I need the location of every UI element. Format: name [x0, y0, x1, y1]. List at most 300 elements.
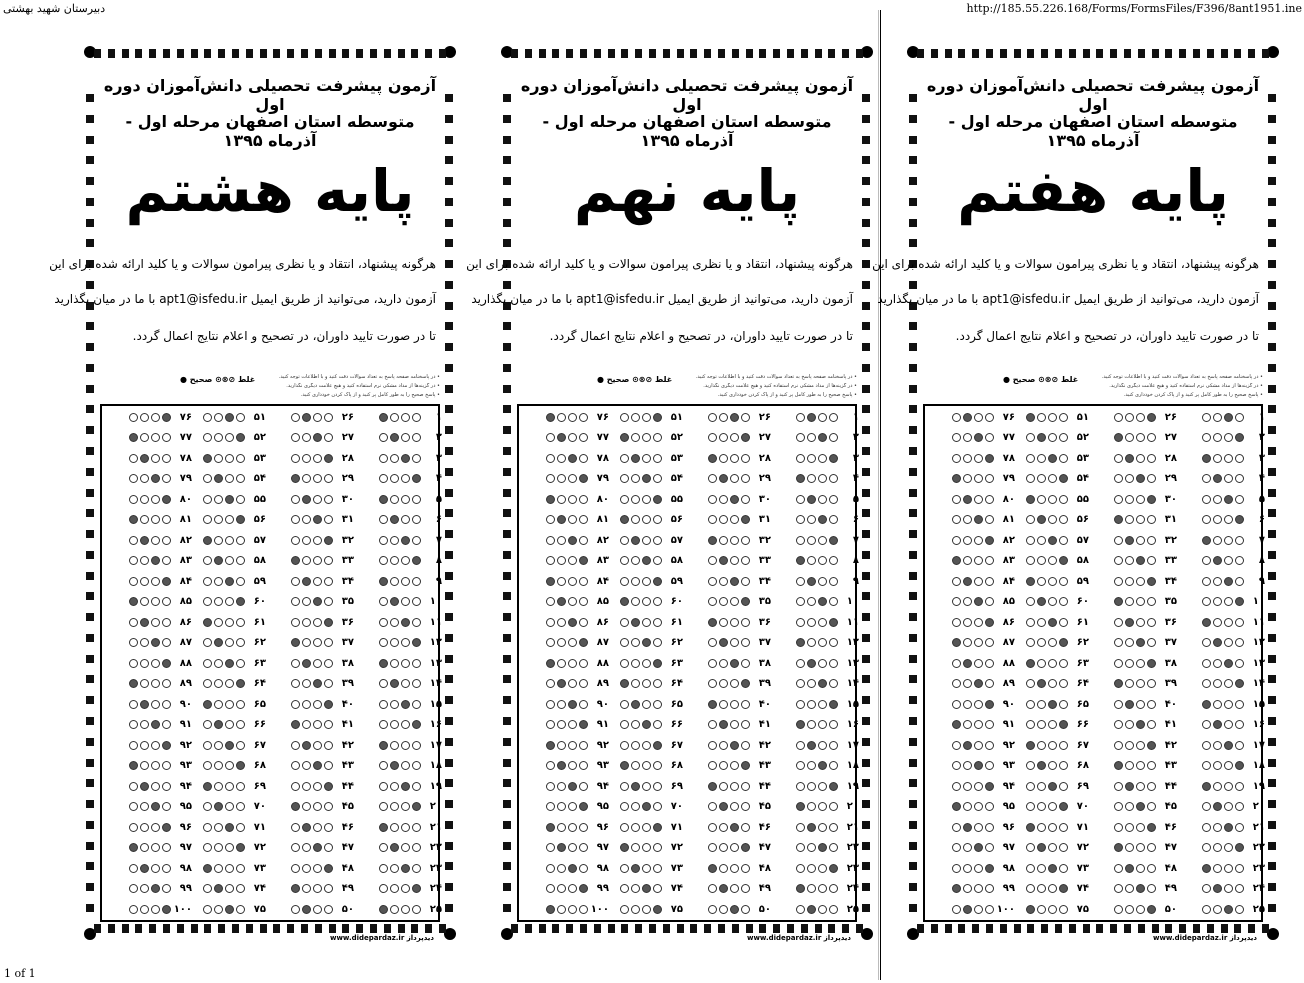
question-number: ۴۰: [1164, 698, 1177, 710]
timing-mark: [773, 49, 780, 58]
answer-bubble: [730, 474, 739, 483]
timing-mark: [621, 924, 628, 933]
timing-mark: [862, 551, 870, 559]
answer-bubble: [140, 884, 149, 893]
timing-mark: [663, 49, 670, 58]
answer-bubble: [302, 536, 311, 545]
answer-bubble: [807, 843, 816, 852]
question-number: ۵۵: [253, 493, 266, 505]
answer-bubble: [708, 905, 717, 914]
answer-bubble: [557, 720, 566, 729]
answer-bubble: [730, 905, 739, 914]
answer-row: [685, 697, 771, 711]
answer-bubble: [313, 597, 322, 606]
question-number: ۶۴: [670, 678, 683, 689]
timing-mark: [677, 49, 684, 58]
answer-bubble: [631, 556, 640, 565]
timing-mark: [862, 883, 870, 891]
answer-bubble: [730, 843, 739, 852]
timing-mark: [439, 49, 446, 58]
answer-bubble: [390, 536, 399, 545]
answer-bubble: [579, 474, 588, 483]
answer-bubble: [579, 843, 588, 852]
answer-row: [268, 841, 354, 855]
answer-bubble: [1136, 556, 1145, 565]
answer-bubble: [214, 720, 223, 729]
answer-row: [1091, 451, 1177, 465]
timing-mark: [1069, 924, 1076, 933]
answer-bubble: [291, 761, 300, 770]
answer-bubble: [1125, 515, 1134, 524]
question-number: ۳۳: [341, 555, 354, 566]
answer-bubble: [568, 802, 577, 811]
answer-bubble: [412, 556, 421, 565]
answer-bubble: [708, 454, 717, 463]
answer-bubble: [985, 413, 994, 422]
answer-bubble: [557, 413, 566, 422]
timing-mark: [862, 613, 870, 621]
timing-mark: [503, 239, 511, 247]
answer-bubble: [236, 782, 245, 791]
question-number: ۸۵: [179, 596, 192, 607]
answer-row: [356, 636, 442, 650]
timing-mark: [445, 136, 453, 144]
question-number: ۸۷: [596, 637, 609, 648]
question-number: ۷۱: [253, 821, 266, 833]
answer-bubble: [963, 659, 972, 668]
timing-mark: [958, 49, 965, 58]
answer-bubble: [129, 761, 138, 770]
answer-bubble: [140, 864, 149, 873]
answer-bubble: [557, 638, 566, 647]
answer-bubble: [985, 720, 994, 729]
timing-mark: [773, 924, 780, 933]
answer-row: [180, 451, 266, 465]
answer-row: [1179, 820, 1265, 834]
question-number: ۹۶: [1002, 821, 1015, 833]
answer-bubble: [829, 700, 838, 709]
timing-mark: [909, 696, 917, 704]
timing-mark: [503, 717, 511, 725]
answer-bubble: [214, 741, 223, 750]
answer-bubble: [653, 474, 662, 483]
question-number: ۷۲: [670, 842, 683, 853]
answer-bubble: [1224, 884, 1233, 893]
answer-bubble: [653, 884, 662, 893]
answer-bubble: [952, 905, 961, 914]
answer-bubble: [203, 884, 212, 893]
answer-bubble: [557, 700, 566, 709]
answer-bubble: [730, 577, 739, 586]
answer-bubble: [963, 433, 972, 442]
answer-row: [929, 595, 1015, 609]
timing-mark: [801, 924, 808, 933]
answer-bubble: [412, 597, 421, 606]
answer-row: [1091, 533, 1177, 547]
timing-mark: [1083, 924, 1090, 933]
answer-bubble: [568, 864, 577, 873]
answer-bubble: [236, 761, 245, 770]
answer-bubble: [225, 577, 234, 586]
answer-bubble: [741, 720, 750, 729]
answer-bubble: [412, 884, 421, 893]
timing-mark: [746, 49, 753, 58]
question-number: ۹۲: [596, 739, 609, 751]
answer-bubble: [796, 823, 805, 832]
timing-mark: [1055, 924, 1062, 933]
answer-bubble: [401, 577, 410, 586]
timing-mark: [425, 924, 432, 933]
answer-row: [106, 533, 192, 547]
answer-row: [1179, 882, 1265, 896]
timing-mark: [842, 924, 849, 933]
answer-bubble: [1224, 679, 1233, 688]
answer-bubble: [1125, 905, 1134, 914]
answer-bubble: [129, 700, 138, 709]
answer-row: [268, 615, 354, 629]
answer-bubble: [214, 433, 223, 442]
question-number: ۴۴: [758, 780, 771, 792]
answer-bubble: [730, 700, 739, 709]
info-line2: آزمون دارید، می‌توانید از طریق ایمیل apt1@isfedu.ir با ما در میان بگذارید: [54, 292, 436, 306]
question-number: ۹۶: [596, 821, 609, 833]
answer-row: [1091, 513, 1177, 527]
answer-bubble: [568, 843, 577, 852]
answer-bubble: [1037, 556, 1046, 565]
answer-bubble: [412, 413, 421, 422]
timing-mark: [862, 634, 870, 642]
answer-bubble: [719, 761, 728, 770]
answer-bubble: [412, 515, 421, 524]
question-number: ۸۲: [1002, 534, 1015, 546]
timing-mark: [445, 717, 453, 725]
answer-row: [356, 779, 442, 793]
question-number: ۲۷: [758, 432, 771, 443]
answer-bubble: [1125, 577, 1134, 586]
answer-bubble: [829, 905, 838, 914]
answer-row: [523, 595, 609, 609]
question-number: ۶۶: [1076, 719, 1089, 730]
question-number: ۶۲: [253, 637, 266, 648]
timing-mark: [909, 530, 917, 538]
timing-mark: [398, 49, 405, 58]
answer-row: [1003, 800, 1089, 814]
answer-bubble: [568, 556, 577, 565]
answer-bubble: [1125, 761, 1134, 770]
timing-mark: [503, 613, 511, 621]
question-number: ۳۳: [758, 555, 771, 566]
answer-bubble: [1125, 618, 1134, 627]
timing-mark: [445, 738, 453, 746]
answer-row: [1091, 697, 1177, 711]
answer-bubble: [390, 515, 399, 524]
timing-mark: [1268, 94, 1276, 102]
answer-bubble: [546, 802, 555, 811]
answer-bubble: [162, 864, 171, 873]
question-number: ۵: [1258, 493, 1265, 505]
answer-row: [773, 574, 859, 588]
answer-bubble: [546, 577, 555, 586]
answer-bubble: [952, 823, 961, 832]
answer-bubble: [302, 679, 311, 688]
answer-bubble: [1202, 474, 1211, 483]
timing-mark: [909, 655, 917, 663]
answer-row: [1179, 533, 1265, 547]
answer-bubble: [952, 597, 961, 606]
answer-bubble: [1059, 433, 1068, 442]
answer-row: [106, 718, 192, 732]
question-number: ۹۵: [1002, 801, 1015, 812]
question-number: ۳۶: [1164, 616, 1177, 628]
answer-bubble: [1026, 597, 1035, 606]
question-number: ۶۷: [670, 739, 683, 751]
timing-mark: [94, 49, 101, 58]
answer-bubble: [730, 597, 739, 606]
question-number: ۴۹: [341, 883, 354, 894]
answer-bubble: [974, 536, 983, 545]
question-number: ۵: [435, 493, 442, 505]
question-number: ۱۴: [846, 678, 859, 689]
exam-title-line1: آزمون پیشرفت تحصیلی دانش‌آموزان دوره اول: [520, 76, 854, 114]
question-number: ۴۷: [758, 842, 771, 853]
timing-mark: [503, 447, 511, 455]
answer-bubble: [140, 659, 149, 668]
timing-mark: [86, 551, 94, 559]
timing-mark: [86, 530, 94, 538]
answer-bubble: [1202, 741, 1211, 750]
answer-bubble: [203, 761, 212, 770]
answer-bubble: [129, 618, 138, 627]
timing-mark: [1221, 924, 1228, 933]
answer-row: [1003, 451, 1089, 465]
answer-bubble: [291, 577, 300, 586]
answer-bubble: [225, 720, 234, 729]
answer-row: [929, 513, 1015, 527]
answer-bubble: [1136, 638, 1145, 647]
answer-bubble: [631, 495, 640, 504]
question-number: ۷۴: [670, 883, 683, 894]
mark-legend: غلط ⊘⊗⊙ صحیح ●: [1003, 375, 1079, 384]
timing-mark: [86, 489, 94, 497]
answer-bubble: [1213, 864, 1222, 873]
answer-bubble: [708, 433, 717, 442]
question-number: ۴۱: [341, 719, 354, 730]
answer-row: [1003, 779, 1089, 793]
answer-bubble: [579, 782, 588, 791]
answer-row: [356, 472, 442, 486]
timing-mark: [370, 49, 377, 58]
exam-title-line2: متوسطه استان اصفهان مرحله اول - آذرماه ۱۳۹۵: [125, 112, 415, 150]
answer-bubble: [579, 884, 588, 893]
answer-bubble: [1026, 556, 1035, 565]
answer-bubble: [642, 597, 651, 606]
timing-mark: [1268, 904, 1276, 912]
answer-bubble: [214, 474, 223, 483]
timing-mark: [909, 717, 917, 725]
answer-row: [523, 533, 609, 547]
timing-mark: [86, 717, 94, 725]
timing-mark: [1041, 49, 1048, 58]
timing-mark: [828, 49, 835, 58]
answer-row: [180, 759, 266, 773]
answer-bubble: [151, 577, 160, 586]
answer-bubble: [151, 638, 160, 647]
answer-bubble: [1224, 761, 1233, 770]
answer-row: [106, 902, 192, 916]
answer-bubble: [1224, 638, 1233, 647]
answer-bubble: [985, 700, 994, 709]
timing-mark: [86, 94, 94, 102]
answer-bubble: [1136, 618, 1145, 627]
answer-bubble: [708, 679, 717, 688]
answer-bubble: [1213, 659, 1222, 668]
answer-row: [106, 882, 192, 896]
answer-row: [356, 574, 442, 588]
answer-bubble: [129, 823, 138, 832]
answer-bubble: [974, 761, 983, 770]
answer-bubble: [1136, 577, 1145, 586]
answer-column: [106, 410, 192, 916]
answer-bubble: [730, 761, 739, 770]
answer-bubble: [302, 597, 311, 606]
answer-row: [685, 779, 771, 793]
timing-mark: [1268, 717, 1276, 725]
answer-row: [597, 718, 683, 732]
answer-bubble: [324, 638, 333, 647]
answer-bubble: [214, 597, 223, 606]
answer-row: [180, 841, 266, 855]
info-line2: آزمون دارید، می‌توانید از طریق ایمیل apt1@isfedu.ir با ما در میان بگذارید: [877, 292, 1259, 306]
answer-bubble: [985, 864, 994, 873]
answer-bubble: [546, 700, 555, 709]
question-number: ۵۵: [670, 493, 683, 505]
answer-bubble: [129, 597, 138, 606]
grade-title: پایه هشتم: [125, 157, 415, 225]
answer-bubble: [952, 741, 961, 750]
question-number: ۲۳: [846, 862, 859, 874]
timing-mark: [503, 675, 511, 683]
answer-bubble: [162, 782, 171, 791]
answer-bubble: [225, 433, 234, 442]
answer-bubble: [719, 597, 728, 606]
timing-mark: [917, 924, 924, 933]
timing-mark: [1268, 385, 1276, 393]
answer-bubble: [741, 536, 750, 545]
answer-bubble: [741, 700, 750, 709]
question-number: ۹۱: [179, 719, 192, 730]
timing-mark: [1268, 302, 1276, 310]
answer-bubble: [829, 454, 838, 463]
answer-bubble: [546, 597, 555, 606]
answer-row: [180, 738, 266, 752]
timing-mark: [649, 924, 656, 933]
question-number: ۳۲: [341, 534, 354, 546]
answer-row: [106, 677, 192, 691]
answer-row: [523, 882, 609, 896]
answer-bubble: [631, 905, 640, 914]
answer-bubble: [557, 618, 566, 627]
answer-bubble: [1235, 864, 1244, 873]
question-number: ۳۳: [1164, 555, 1177, 566]
answer-row: [356, 820, 442, 834]
question-number: ۷: [1258, 534, 1265, 546]
answer-bubble: [829, 761, 838, 770]
question-number: ۶۹: [1076, 780, 1089, 792]
answer-bubble: [140, 413, 149, 422]
answer-bubble: [620, 761, 629, 770]
answer-row: [929, 718, 1015, 732]
answer-bubble: [140, 700, 149, 709]
answer-row: [597, 533, 683, 547]
timing-mark: [439, 924, 446, 933]
answer-bubble: [963, 454, 972, 463]
answer-bubble: [1224, 782, 1233, 791]
answer-row: [523, 759, 609, 773]
answer-bubble: [1114, 413, 1123, 422]
answer-row: [268, 718, 354, 732]
question-number: ۵۹: [670, 575, 683, 587]
answer-row: [268, 779, 354, 793]
answer-bubble: [1026, 618, 1035, 627]
answer-bubble: [379, 761, 388, 770]
answer-bubble: [620, 864, 629, 873]
question-number: ۵۴: [1076, 473, 1089, 484]
answer-bubble: [236, 597, 245, 606]
timing-mark: [909, 904, 917, 912]
answer-bubble: [390, 577, 399, 586]
answer-bubble: [719, 905, 728, 914]
answer-row: [356, 882, 442, 896]
answer-bubble: [162, 638, 171, 647]
timing-mark: [862, 343, 870, 351]
answer-bubble: [203, 413, 212, 422]
answer-bubble: [129, 802, 138, 811]
question-number: ۷۶: [1002, 411, 1015, 423]
timing-mark: [356, 924, 363, 933]
answer-bubble: [412, 618, 421, 627]
answer-bubble: [225, 761, 234, 770]
answer-bubble: [214, 761, 223, 770]
timing-mark: [909, 385, 917, 393]
answer-bubble: [236, 556, 245, 565]
answer-bubble: [974, 884, 983, 893]
timing-mark: [86, 115, 94, 123]
answer-bubble: [401, 536, 410, 545]
timing-mark: [503, 343, 511, 351]
answer-bubble: [214, 515, 223, 524]
question-number: ۲۰: [846, 801, 859, 812]
answer-bubble: [140, 905, 149, 914]
answer-bubble: [1059, 577, 1068, 586]
question-number: ۷۲: [1076, 842, 1089, 853]
answer-row: [685, 738, 771, 752]
answer-bubble: [1026, 577, 1035, 586]
answer-bubble: [1202, 679, 1211, 688]
answer-bubble: [1147, 864, 1156, 873]
answer-bubble: [568, 495, 577, 504]
answer-bubble: [818, 597, 827, 606]
answer-bubble: [818, 638, 827, 647]
timing-mark: [718, 49, 725, 58]
answer-bubble: [324, 843, 333, 852]
answer-row: [1179, 902, 1265, 916]
question-number: ۶۳: [253, 657, 266, 669]
answer-bubble: [140, 536, 149, 545]
answer-bubble: [1059, 474, 1068, 483]
timing-mark: [1069, 49, 1076, 58]
question-number: ۹۹: [179, 883, 192, 894]
question-number: ۴۴: [341, 780, 354, 792]
